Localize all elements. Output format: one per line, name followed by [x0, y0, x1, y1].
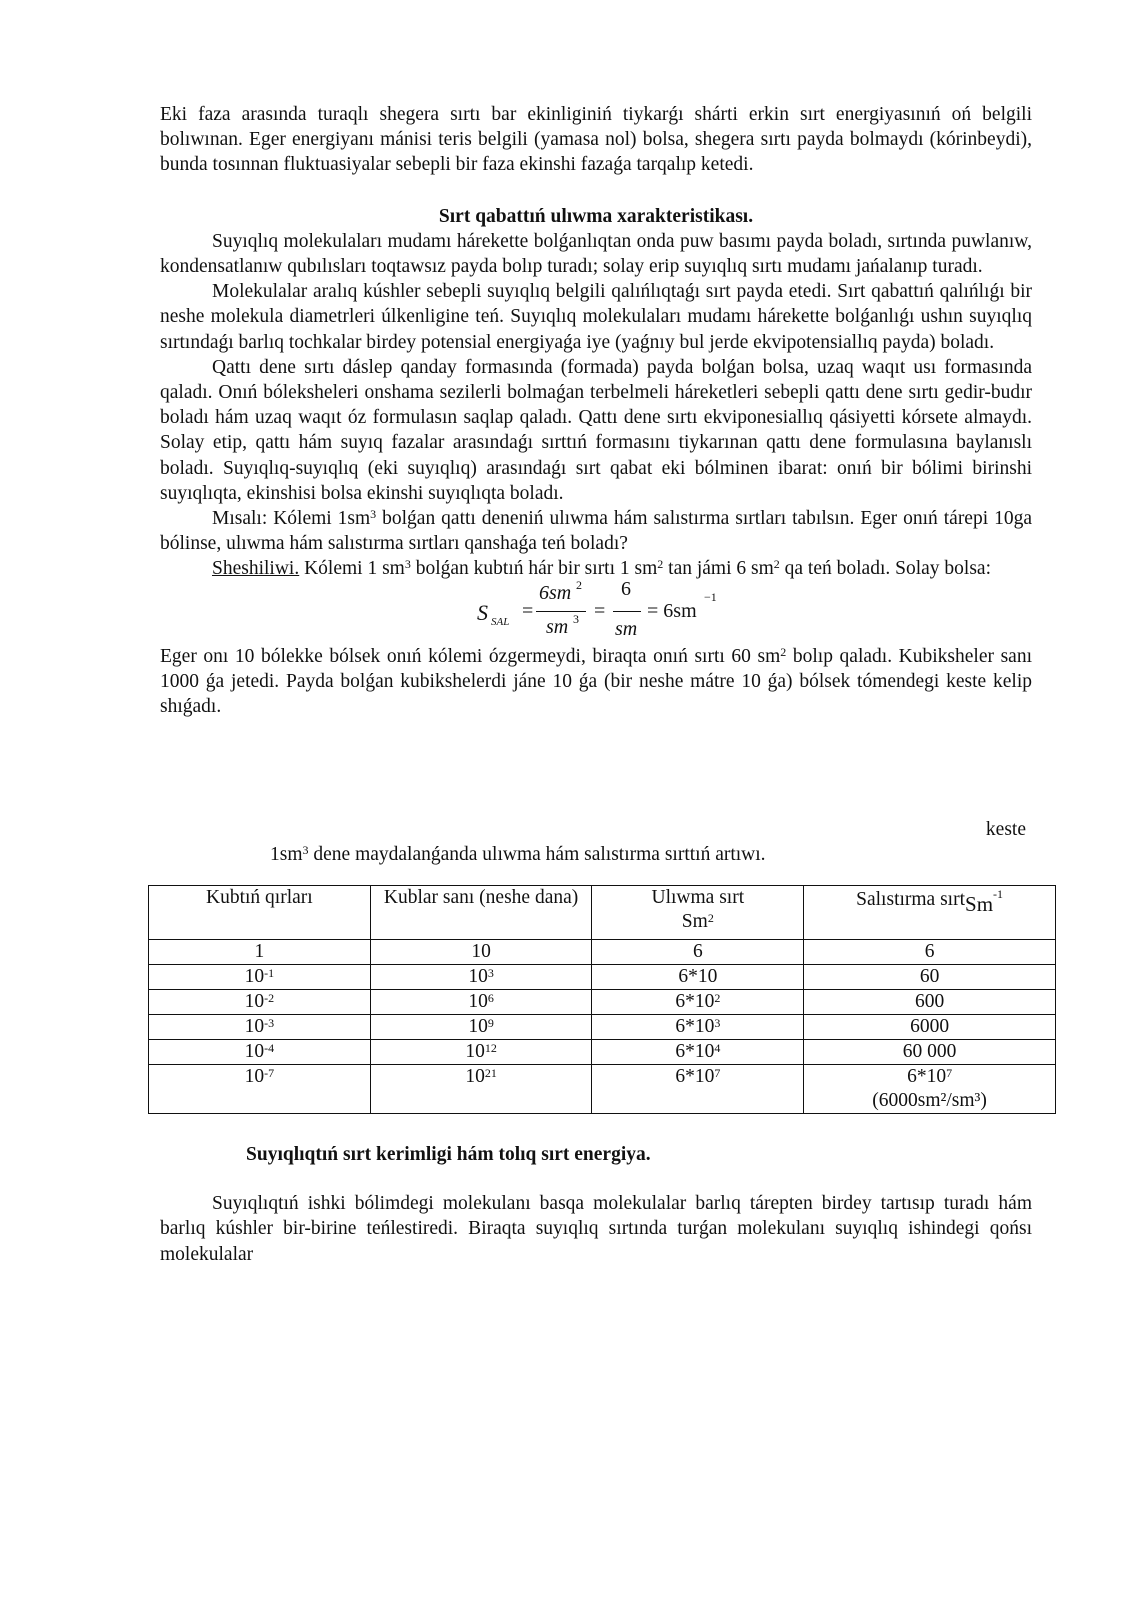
- cell-specific-surface: [804, 1065, 1056, 1114]
- formula-rhs-sup: −1: [704, 589, 717, 604]
- cell-specific-surface-note: (6000sm²/sm³): [872, 1090, 987, 1112]
- cell-cube-count-value: 10: [468, 991, 488, 1013]
- division-text-2: bolıp qaladı. Kubiksheler sanı 1000 ǵa jetedi. Payda bolǵan kubikshelerdi jáne 10 ǵa (bir neshe mátre 10 ǵa) bólsek tómendegi keste kelip shıǵadı.: [160, 645, 1033, 718]
- header-specific-surface: [804, 886, 1056, 940]
- example-text-1: Mısalı: Kólemi 1sm: [212, 508, 371, 530]
- surface-table: [148, 885, 1056, 1114]
- paragraph-surface-tension: Suyıqlıqtıń ishki bólimdegi molekulanı basqa molekulalar barlıq tárepten birdey tartısıp turadı hám barlıq kúshler bir-birine teńlestiredi. Biraqta suyıqlıq sırtında turǵan molekulanı suyıqlıq ishindegi qońsı molekulalar: [160, 1193, 1032, 1265]
- formula-lhs-subscript: SAL: [491, 615, 510, 628]
- spacer: [160, 178, 1032, 204]
- cell-cube-edge-exponent: -1: [264, 966, 275, 981]
- formula-rhs: = 6sm: [647, 599, 697, 622]
- cell-cube-count-exponent: 6: [487, 991, 494, 1006]
- cell-total-surface-value: 6*10: [675, 991, 715, 1013]
- header-total-surface-label: Ulıwma sırt: [651, 887, 745, 909]
- cell-total-surface: [592, 990, 804, 1015]
- specific-surface-formula: [160, 577, 1032, 644]
- table-row: [149, 965, 1056, 990]
- cell-cube-count-exponent: 9: [487, 1016, 494, 1031]
- cell-total-surface-exponent: 2: [714, 991, 721, 1006]
- formula-denominator-1: sm: [546, 615, 569, 638]
- cell-cube-edge: [149, 1065, 371, 1114]
- cell-specific-surface-value: 6*10: [907, 1066, 947, 1088]
- table-row: [149, 990, 1056, 1015]
- solution-text-3: tan jámi 6 sm: [663, 558, 774, 580]
- cell-specific-surface: [804, 990, 1056, 1015]
- cell-cube-count-value: 10: [471, 941, 491, 963]
- formula-lhs: S: [477, 599, 488, 625]
- spacer: [160, 1167, 1032, 1191]
- cell-cube-count-exponent: 3: [487, 966, 494, 981]
- solution-text-1: Kólemi 1 sm: [299, 558, 405, 580]
- caption-text-1: 1sm: [270, 844, 303, 866]
- table-body: [149, 940, 1056, 1114]
- cell-cube-count: [370, 1015, 592, 1040]
- example-paragraph: [160, 506, 1032, 556]
- header-specific-surface-unit: Sm: [965, 892, 994, 917]
- cell-total-surface-value: 6*10: [675, 1041, 715, 1063]
- table-label: keste: [985, 819, 1026, 841]
- cell-specific-surface: [804, 1040, 1056, 1065]
- cell-specific-surface-value: 60: [919, 966, 940, 988]
- formula-denominator-2: sm: [615, 617, 638, 640]
- cell-total-surface: [592, 1065, 804, 1114]
- cell-total-surface-exponent: 7: [714, 1066, 721, 1081]
- cell-total-surface-exponent: 3: [714, 1016, 721, 1031]
- cell-cube-edge: [149, 990, 371, 1015]
- header-total-surface-unit: Sm: [681, 911, 708, 933]
- cell-total-surface-value: 6*10: [675, 1066, 715, 1088]
- cell-specific-surface-value: 60 000: [902, 1041, 957, 1063]
- cell-cube-edge-value: 10: [244, 966, 265, 988]
- solution-sup-2: 2: [657, 557, 664, 572]
- cell-cube-edge: [149, 1040, 371, 1065]
- section-heading-surface-layer: Sırt qabattıń ulıwma xarakteristikası.: [438, 205, 754, 227]
- cell-cube-edge-value: 1: [254, 941, 265, 963]
- cell-specific-surface-value: 600: [914, 991, 945, 1013]
- formula-numerator-1-sup: 2: [576, 577, 582, 592]
- cell-cube-count: [370, 990, 592, 1015]
- cell-cube-edge: [149, 1015, 371, 1040]
- table-row: [149, 1015, 1056, 1040]
- header-specific-surface-label: Salıstırma sırt: [856, 889, 966, 911]
- header-total-surface-sup: 2: [707, 911, 714, 926]
- cell-cube-count-exponent: 21: [484, 1066, 497, 1081]
- cell-specific-surface-value: 6: [924, 941, 935, 963]
- formula-numerator-1: 6sm: [539, 581, 572, 604]
- cell-cube-edge-value: 10: [244, 1016, 265, 1038]
- formula-equals-1: =: [522, 599, 534, 622]
- solution-label: Sheshiliwi.: [212, 558, 300, 580]
- example-text-2: bolǵan qattı deneniń ulıwma hám salıstırma sırtları tabılsın. Eger onıń tárepi 10ga bólinse, ulıwma hám salıstırma sırtları qanshaǵa teń boladı?: [160, 508, 1032, 555]
- cell-total-surface-value: 6*10: [678, 966, 718, 988]
- table-header-row: [149, 886, 1056, 940]
- cell-specific-surface: [804, 965, 1056, 990]
- division-sup: 2: [780, 644, 787, 659]
- cell-total-surface-value: 6: [692, 941, 703, 963]
- cell-cube-edge-value: 10: [244, 991, 265, 1013]
- cell-cube-count: [370, 1040, 592, 1065]
- cell-cube-edge: [149, 965, 371, 990]
- header-cube-edges: Kubtıń qırları: [149, 886, 371, 940]
- cell-cube-count-value: 10: [468, 966, 488, 988]
- formula-numerator-2: 6: [621, 577, 631, 600]
- cell-cube-count-value: 10: [465, 1066, 485, 1088]
- division-text-1: Eger onı 10 bólekke bólsek onıń kólemi ózgermeydi, biraqta onıń sırtı 60 sm: [160, 645, 781, 667]
- solution-sup-1: 3: [404, 557, 411, 572]
- table-caption: [270, 842, 1032, 867]
- cell-cube-edge: [149, 940, 371, 965]
- cell-total-surface-value: 6*10: [675, 1016, 715, 1038]
- cell-cube-edge-value: 10: [244, 1041, 265, 1063]
- caption-sup: 3: [302, 843, 309, 858]
- cell-cube-count-value: 10: [468, 1016, 488, 1038]
- cell-cube-count-value: 10: [465, 1041, 485, 1063]
- formula-denominator-1-sup: 3: [573, 611, 579, 626]
- paragraph-solid-surface: Qattı dene sırtı dáslep qanday formasında (formada) payda bolǵan bolsa, uzaq waqıt usı formasında qaladı. Onıń bóleksheleri onshama sezilerli bolmaǵan terbelmeli háreketleri sebepli qattı dene sırtı gedir-budır boladı hám uzaq waqıt óz formulasın saqlap qaladı. Qattı dene sırtı ekviponesiallıq qásiyetti kórsete almaydı. Solay etip, qattı hám suyıq fazalar arasındaǵı sırttıń formasını tiykarınan qattı dene formulasına baylanıslı boladı. Suyıqlıq-suyıqlıq (eki suyıqlıq) arasındaǵı sırt qabat eki bólminen ibarat: onıń bir bólimi birinshi suyıqlıqta, ekinshisi bolsa ekinshi suyıqlıqta boladı.: [160, 356, 1032, 504]
- cell-cube-count-exponent: 12: [484, 1041, 497, 1056]
- solution-text-2: bolǵan kubtıń hár bir sırtı 1 sm: [410, 558, 658, 580]
- formula-equals-2: =: [594, 599, 606, 622]
- cell-cube-edge-value: 10: [244, 1066, 265, 1088]
- table-row: [149, 1040, 1056, 1065]
- header-total-surface: [592, 886, 804, 940]
- cell-specific-surface: [804, 940, 1056, 965]
- fraction-bar-2: [613, 611, 641, 612]
- table-row: [149, 1065, 1056, 1114]
- solution-sup-3: 2: [773, 557, 780, 572]
- cell-cube-count: [370, 965, 592, 990]
- cell-cube-count: [370, 940, 592, 965]
- document-page: [160, 102, 1032, 1267]
- solution-paragraph: [160, 556, 1032, 581]
- paragraph-intermolecular-forces: Molekulalar aralıq kúshler sebepli suyıqlıq belgili qalıńlıqtaǵı sırt payda etedi. Sırt qabattıń qalıńlıǵı bir neshe molekula diametrleri úlkenligine teń. Suyıqlıq molekulaları mudamı hárekette bolǵanlıǵı ushın suyıqlıq sırtındaǵı barlıq tochkalar birdey potensial energiyaǵa iye (yaǵnıy bul jerde ekvipotensiallıq payda) boladı.: [160, 281, 1032, 353]
- example-sup: 3: [370, 507, 377, 522]
- cell-cube-edge-exponent: -4: [264, 1041, 275, 1056]
- cell-total-surface: [592, 965, 804, 990]
- solution-text-4: qa teń boladı. Solay bolsa:: [779, 558, 991, 580]
- cell-cube-edge-exponent: -7: [264, 1066, 275, 1081]
- cell-specific-surface-exponent: 7: [946, 1066, 953, 1081]
- cell-cube-edge-exponent: -3: [264, 1016, 275, 1031]
- caption-text-2: dene maydalanǵanda ulıwma hám salıstırma sırttıń artıwı.: [308, 844, 766, 866]
- intro-paragraph: Eki faza arasında turaqlı shegera sırtı bar ekinliginiń tiykarǵı shárti erkin sırt energiyasınıń oń belgili bolıwınan. Eger energiyanı mánisi teris belgili (yamasa nol) bolsa, shegera sırtı payda bolmaydı (kórinbeydi), bunda tosınnan fluktuasiyalar sebepli bir faza ekinshi fazaǵa tarqalıp ketedi.: [160, 104, 1032, 176]
- cell-specific-surface: [804, 1015, 1056, 1040]
- header-cube-count: Kublar sanı (neshe dana): [370, 886, 592, 940]
- paragraph-liquid-molecules: Suyıqlıq molekulaları mudamı hárekette bolǵanlıqtan onda puw basımı payda boladı, sırtında puwlanıw, kondensatlanıw qubılısları toqtawsız payda bolıp turadı; solay erip suyıqlıq sırtı mudamı jańalanıp turadı.: [160, 230, 1032, 278]
- cell-total-surface-exponent: 4: [714, 1041, 721, 1056]
- header-specific-surface-sup: -1: [993, 887, 1004, 902]
- cell-cube-edge-exponent: -2: [264, 991, 275, 1006]
- cell-cube-count: [370, 1065, 592, 1114]
- table-row: [149, 940, 1056, 965]
- paragraph-division: [160, 644, 1032, 720]
- cell-total-surface: [592, 1015, 804, 1040]
- cell-total-surface: [592, 1040, 804, 1065]
- section-heading-surface-tension: Suyıqlıqtıń sırt kerimligi hám tolıq sırt energiya.: [246, 1144, 651, 1166]
- cell-total-surface: [592, 940, 804, 965]
- cell-specific-surface-value: 6000: [910, 1016, 950, 1038]
